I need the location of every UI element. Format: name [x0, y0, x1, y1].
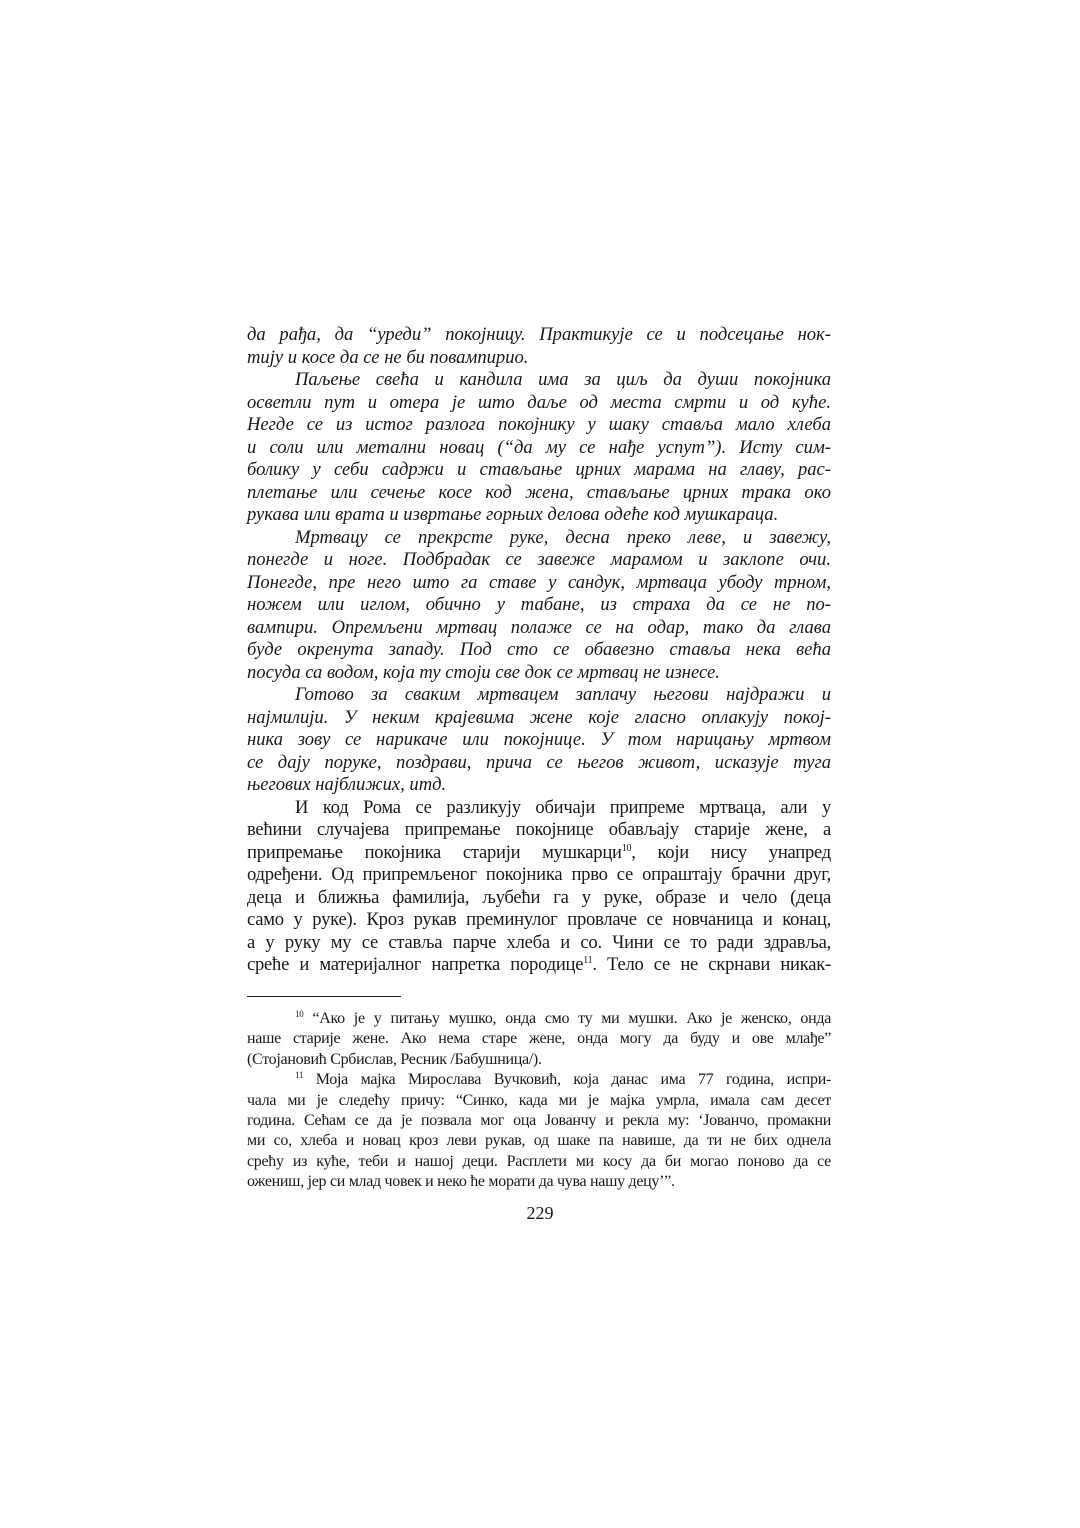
text-line — [247, 774, 831, 797]
footnote-marker: 11 — [583, 955, 593, 966]
text-line — [247, 819, 831, 842]
text-segment: среће и материјалног напретка породице — [247, 954, 584, 975]
text-line — [247, 864, 831, 887]
text-segment: посуда са водом, која ту стоји све док се мртвац не изнесе. — [247, 661, 720, 683]
text-line — [247, 932, 831, 955]
text-segment: ника зову се нарикаче или покојнице. У том нарицању мртвом — [247, 729, 831, 750]
footnote-marker: 10 — [295, 1009, 304, 1019]
text-segment: “Ако је у питању мушко, онда смо ту ми мушки. Ако је женско, онда — [303, 1010, 831, 1027]
text-line — [247, 1091, 831, 1111]
text-line — [247, 887, 831, 910]
footnotes — [247, 1009, 831, 1193]
text-line — [247, 1029, 831, 1049]
text-segment: ми со, хлеба и новац кроз леви рукав, од шаке па навише, да ти не бих однела — [247, 1132, 831, 1150]
text-line — [247, 1009, 831, 1029]
text-segment: се дају поруке, поздрави, прича се његов живот, исказује туга — [247, 751, 831, 773]
text-segment: његових најближих, итд. — [247, 774, 447, 795]
text-line — [247, 752, 831, 775]
text-line — [247, 459, 831, 482]
text-segment: Понегде, пре него што га ставе у сандук, мртваца убоду трном, — [247, 571, 831, 593]
text-segment: буде окренута западу. Под сто се обавезно ставља нека већа — [247, 639, 831, 660]
text-line — [247, 594, 831, 617]
text-segment: . Тело се не скрнави никак- — [592, 954, 831, 975]
footnote-separator — [247, 996, 401, 997]
paragraph — [247, 527, 831, 685]
text-segment: (Стојановић Србислав, Ресник /Бабушница/). — [247, 1050, 542, 1068]
text-segment: Паљење свећа и кандила има за циљ да души покојника — [295, 369, 831, 390]
text-segment: тију и косе да се не би повампирио. — [247, 346, 529, 368]
text-segment: рукава или врата и извртање горњих делова одеће код мушкараца. — [247, 504, 779, 525]
text-segment: , који нису унапред — [631, 841, 831, 863]
text-segment: година. Сећам се да је позвала мог оца Јованчу и рекла му: ‘Јованчо, промакни — [247, 1111, 831, 1129]
text-line — [247, 842, 831, 865]
text-line — [247, 1111, 831, 1131]
text-segment: понегде и ноге. Подбрадак се завеже марамом и заклопе очи. — [247, 549, 831, 570]
footnote — [247, 1070, 831, 1192]
text-line — [247, 324, 831, 347]
body-text — [247, 324, 831, 977]
text-segment: Готово за сваким мртвацем заплачу његови најдражи и — [295, 684, 831, 705]
text-line — [247, 437, 831, 460]
text-line — [247, 504, 831, 527]
text-line — [247, 729, 831, 752]
text-line — [247, 347, 831, 370]
text-line — [247, 549, 831, 572]
text-segment: само у руке). Кроз рукав преминулог провлаче се новчаница и конац, — [247, 909, 831, 930]
footnote-marker: 10 — [621, 842, 632, 854]
text-segment: И код Рома се разликују обичаји припреме мртваца, али у — [295, 796, 831, 818]
text-line — [247, 1152, 831, 1172]
text-segment: чала ми је следећу причу: “Синко, када ми је мајка умрла, имала сам десет — [247, 1091, 831, 1109]
text-line — [247, 392, 831, 415]
paragraph — [247, 684, 831, 797]
text-line — [247, 369, 831, 392]
text-line — [247, 1050, 831, 1070]
text-line — [247, 797, 831, 820]
text-segment: а у руку му се ставља парче хлеба и со. Чини се то ради здравља, — [247, 931, 831, 953]
text-line — [247, 527, 831, 550]
text-line — [247, 684, 831, 707]
text-line — [247, 1172, 831, 1192]
paragraph — [247, 369, 831, 527]
footnote — [247, 1009, 831, 1070]
text-line — [247, 909, 831, 932]
text-line — [247, 707, 831, 730]
text-segment: ожениш, јер си млад човек и неко ће морати да чува нашу децу’”. — [247, 1173, 675, 1191]
text-line — [247, 572, 831, 595]
text-segment: деца и ближња фамилија, љубећи га у руке, образе и чело (деца — [247, 886, 831, 908]
text-segment: најмилији. У неким крајевима жене које гласно оплакују покој- — [247, 706, 831, 728]
text-segment: плетање или сечење косе код жена, стављање црних трака око — [247, 481, 831, 503]
text-segment: да рађа, да “уреди” покојницу. Практикује се и подсецање нок- — [247, 324, 831, 345]
text-segment: срећу из куће, теби и нашој деци. Расплети ми косу да би могао поново да се — [247, 1152, 831, 1170]
text-line — [247, 482, 831, 505]
text-segment: вампири. Опремљени мртвац полаже се на одар, тако да глава — [247, 616, 831, 638]
text-segment: већини случајева припремање покојнице обављају старије жене, а — [247, 819, 831, 840]
text-segment: Негде се из истог разлога покојнику у шаку ставља мало хлеба — [247, 414, 831, 435]
text-line — [247, 414, 831, 437]
text-segment: болику у себи садржи и стављање црних марама на главу, рас- — [247, 459, 831, 480]
text-segment: Моја мајка Мирослава Вучковић, која данас има 77 година, испри- — [303, 1071, 831, 1089]
text-line — [247, 662, 831, 685]
page-number: 229 — [526, 1203, 554, 1223]
text-segment: осветли пут и отера је што даље од места смрти и од куће. — [247, 391, 831, 413]
text-segment: ножем или иглом, обично у табане, из страха да се не по- — [247, 594, 831, 615]
text-line — [247, 954, 831, 977]
text-segment: наше старије жене. Ако нема старе жене, онда могу да буду и ове млађе” — [247, 1030, 831, 1048]
text-segment: Мртвацу се прекрсте руке, десна преко леве, и завежу, — [295, 526, 831, 548]
text-line — [247, 1131, 831, 1151]
text-segment: одређени. Од припремљеног покојника прво се опраштају брачни друг, — [247, 864, 831, 885]
text-line — [247, 617, 831, 640]
text-segment: и соли или метални новац (“да му се нађе успут”). Исту сим- — [247, 436, 831, 458]
text-line — [247, 1070, 831, 1090]
text-line — [247, 639, 831, 662]
paragraph — [247, 797, 831, 977]
paragraph — [247, 324, 831, 369]
text-segment: припремање покојника старији мушкарци — [247, 841, 622, 863]
footnote-marker: 11 — [295, 1070, 304, 1081]
